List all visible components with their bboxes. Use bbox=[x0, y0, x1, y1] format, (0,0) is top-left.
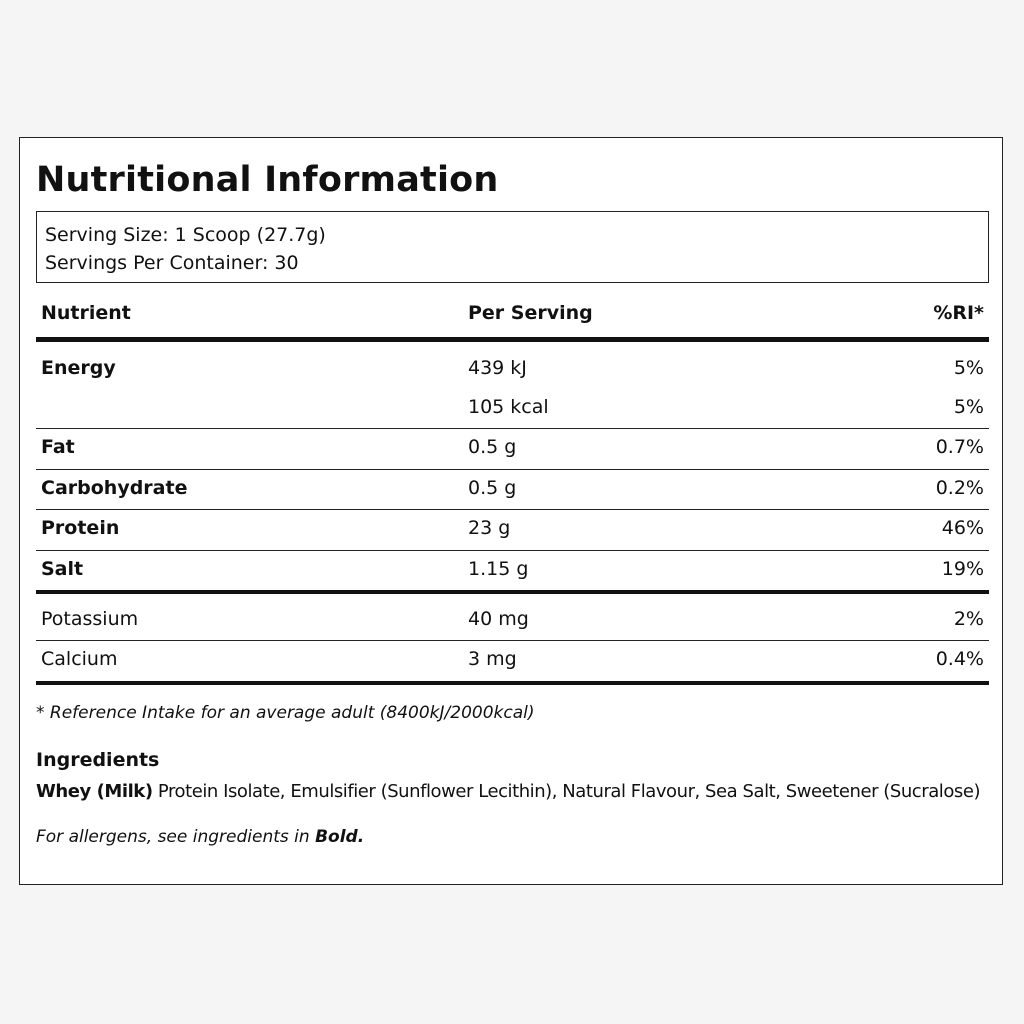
table-row-energy bbox=[36, 342, 989, 429]
table-row-potassium bbox=[36, 594, 989, 641]
allergen-note-text: For allergens, see ingredients in bbox=[36, 827, 316, 847]
servings-per-container: Servings Per Container: 30 bbox=[45, 252, 299, 274]
nutrient-ri: 2% bbox=[953, 608, 984, 630]
ingredients-list bbox=[36, 781, 980, 802]
nutrient-value: 0.5 g bbox=[468, 476, 517, 499]
nutrient-name: Salt bbox=[41, 557, 84, 580]
header-per-serving: Per Serving bbox=[468, 302, 593, 324]
ingredients-heading: Ingredients bbox=[36, 749, 160, 771]
ingredients-rest: Protein Isolate, Emulsifier (Sunflower Lecithin), Natural Flavour, Sea Salt, Sweetener (Sucralose) bbox=[152, 781, 981, 802]
serving-info-box bbox=[36, 211, 989, 283]
energy-kcal: 105 kcal bbox=[468, 396, 549, 418]
nutrient-name: Calcium bbox=[41, 648, 118, 670]
reference-intake-footnote: * Reference Intake for an average adult (8400kJ/2000kcal) bbox=[36, 703, 535, 723]
nutrient-ri: 0.4% bbox=[935, 648, 984, 670]
nutrient-ri: 19% bbox=[941, 557, 984, 580]
allergen-note bbox=[36, 827, 364, 847]
nutrient-name: Protein bbox=[41, 517, 120, 539]
table-row-calcium bbox=[36, 641, 989, 685]
nutrient-value: 40 mg bbox=[468, 608, 529, 630]
table-header bbox=[36, 293, 989, 342]
table-row-fat bbox=[36, 429, 989, 470]
page-title: Nutritional Information bbox=[36, 160, 499, 200]
table-row-protein bbox=[36, 510, 989, 551]
nutrient-name: Carbohydrate bbox=[41, 476, 188, 499]
table-row-salt bbox=[36, 551, 989, 595]
nutrient-value: 3 mg bbox=[468, 648, 517, 670]
nutrient-ri: 0.7% bbox=[935, 436, 984, 458]
nutrient-value: 0.5 g bbox=[468, 436, 517, 458]
energy-kcal-ri: 5% bbox=[953, 396, 984, 418]
header-nutrient: Nutrient bbox=[41, 302, 131, 324]
energy-kj: 439 kJ bbox=[468, 357, 527, 379]
nutrition-table bbox=[36, 293, 989, 685]
nutrient-name: Potassium bbox=[41, 608, 139, 630]
nutrient-ri: 0.2% bbox=[935, 476, 984, 499]
nutrient-name: Fat bbox=[41, 436, 75, 458]
serving-size: Serving Size: 1 Scoop (27.7g) bbox=[45, 224, 326, 246]
nutrition-label bbox=[19, 137, 1003, 885]
nutrient-value: 1.15 g bbox=[468, 557, 529, 580]
header-ri: %RI* bbox=[933, 302, 984, 324]
allergen-note-bold: Bold. bbox=[315, 827, 365, 847]
nutrient-ri: 46% bbox=[941, 517, 984, 539]
energy-kj-ri: 5% bbox=[953, 357, 984, 379]
nutrient-value: 23 g bbox=[468, 517, 511, 539]
nutrient-name: Energy bbox=[41, 357, 116, 379]
ingredient-allergen-bold: Whey (Milk) bbox=[36, 781, 153, 802]
table-row-carbohydrate bbox=[36, 470, 989, 511]
